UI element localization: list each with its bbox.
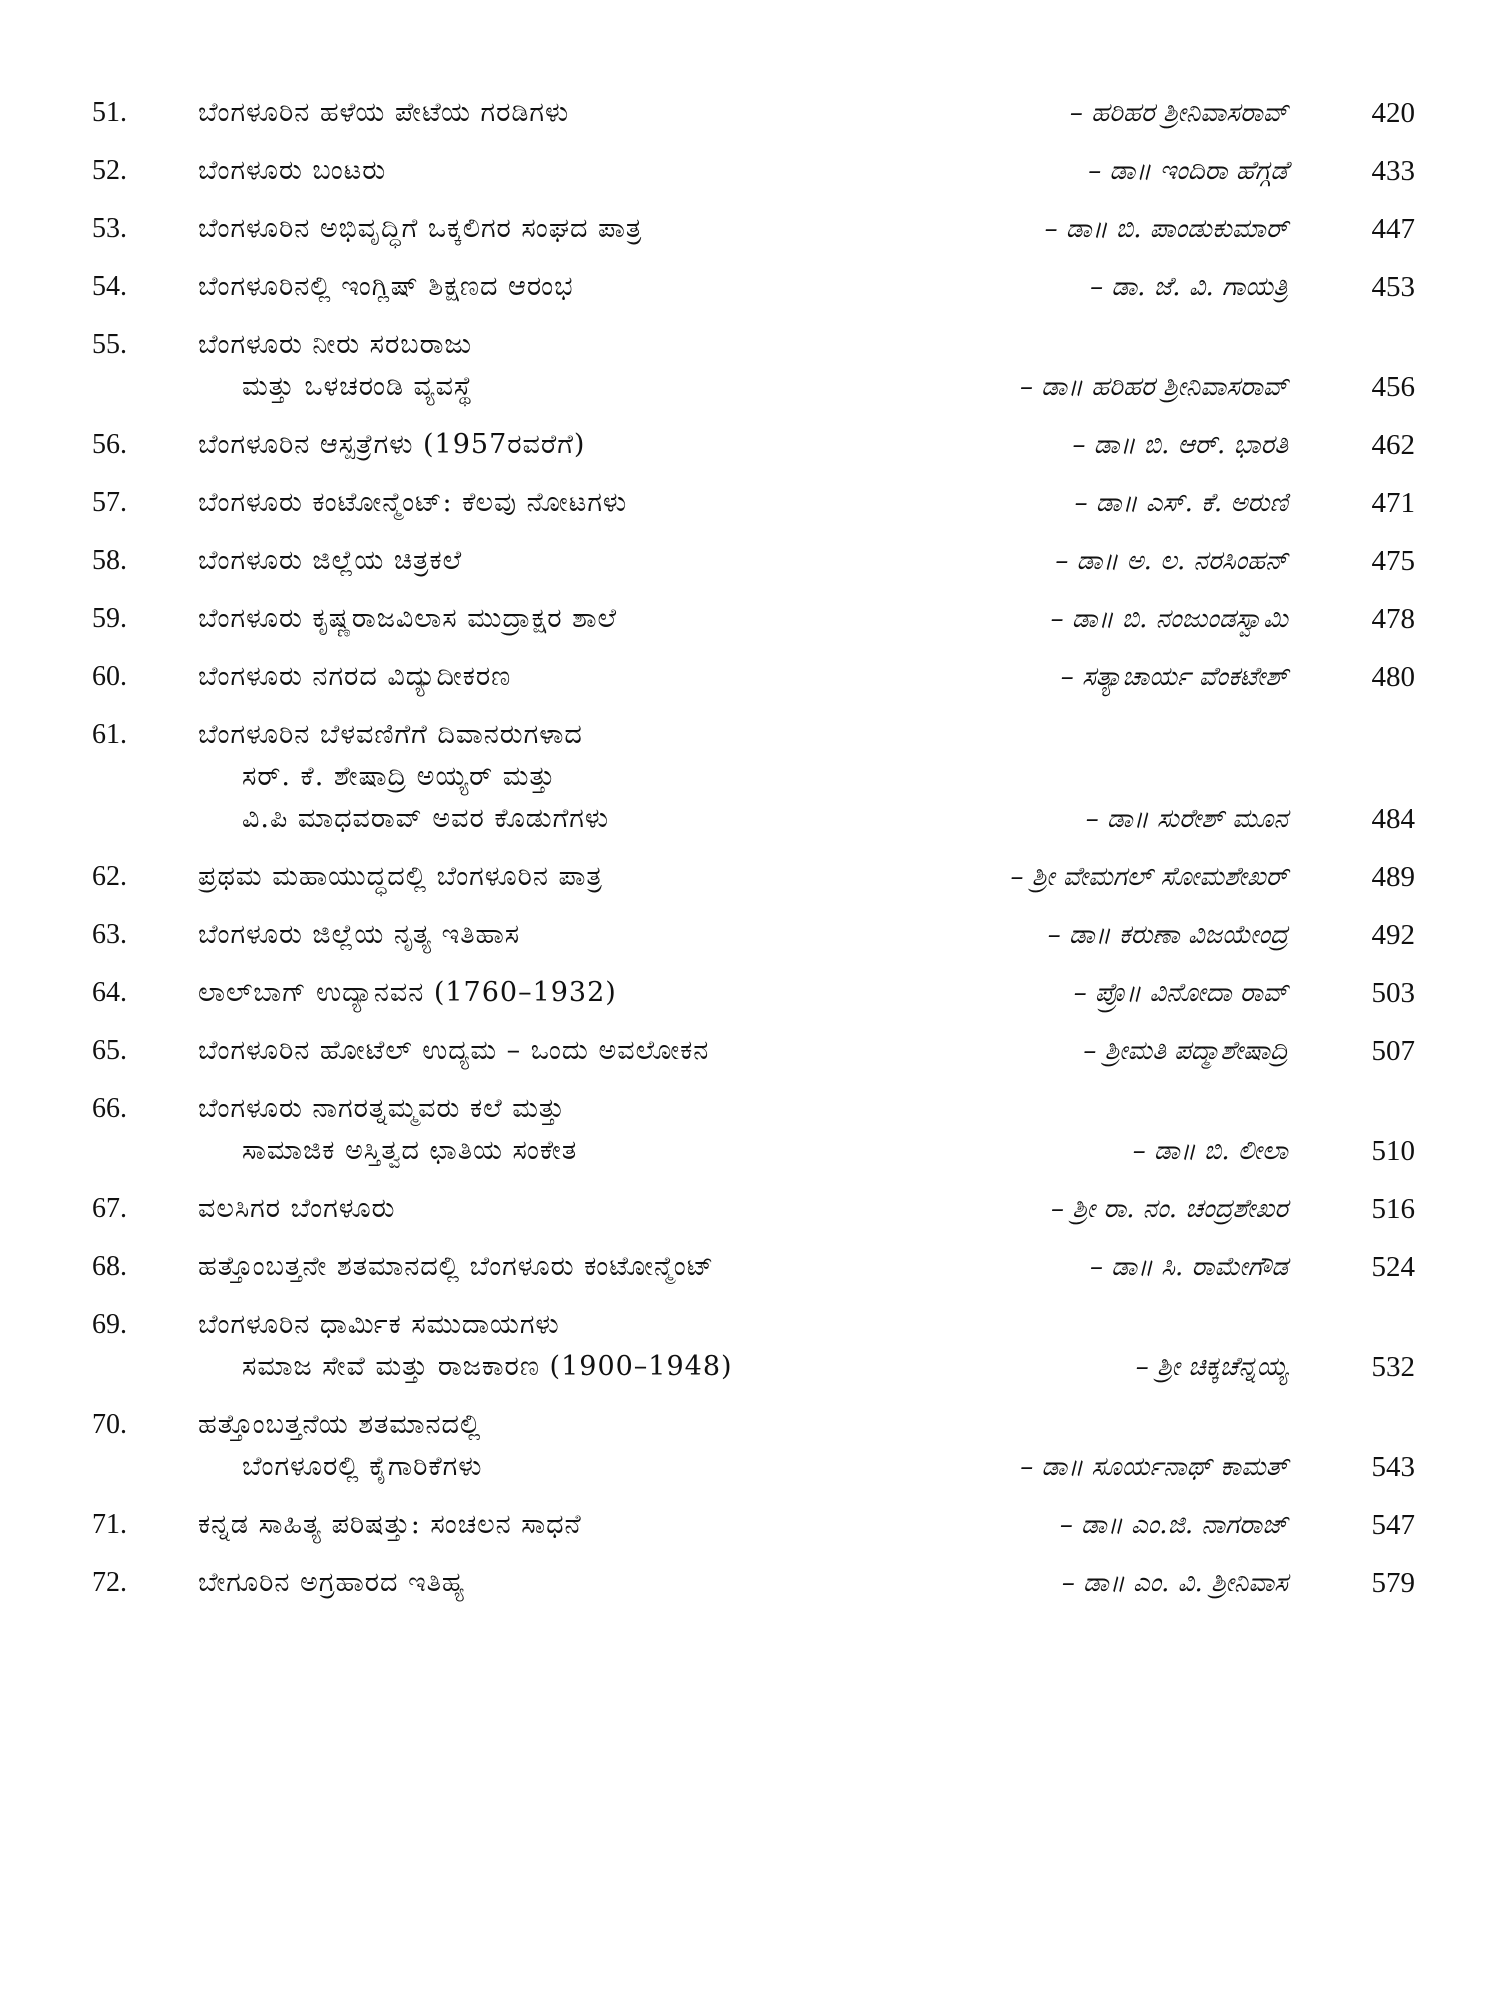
entry-page-number: 524: [1371, 1251, 1415, 1283]
entry-number: 67.: [92, 1193, 127, 1224]
entry-number: 65.: [92, 1035, 127, 1066]
entry-page-number: 453: [1371, 271, 1415, 303]
title-line: ಬೆಂಗಳೂರಿನ ಆಸ್ಪತ್ರೆಗಳು (1957ರವರೆಗೆ): [198, 429, 586, 460]
entry-title: [198, 266, 958, 308]
title-line: ಬೆಂಗಳೂರಿನ ಹೋಟೆಲ್ ಉದ್ಯಮ – ಒಂದು ಅವಲೋಕನ: [198, 1035, 710, 1066]
entry-page-number: 503: [1371, 977, 1415, 1009]
entry-title: [198, 656, 958, 698]
title-line: ಬೇಗೂರಿನ ಅಗ್ರಹಾರದ ಇತಿಹ್ಯ: [198, 1567, 466, 1598]
entry-number: 61.: [92, 719, 127, 750]
entry-author: – ಶ್ರೀ ವೇಮಗಲ್ ಸೋಮಶೇಖರ್: [1010, 862, 1288, 892]
entry-author: – ಪ್ರೊ॥ ವಿನೋದಾ ರಾವ್: [1073, 978, 1288, 1008]
entry-author: – ಡಾ॥ ಸೂರ್ಯನಾಥ್ ಕಾಮತ್: [1020, 1452, 1288, 1482]
title-line: ಬೆಂಗಳೂರಿನ ಹಳೆಯ ಪೇಟೆಯ ಗರಡಿಗಳು: [198, 97, 570, 128]
toc-entry: [0, 540, 1500, 582]
entry-page-number: 456: [1371, 371, 1415, 403]
title-line: ಲಾಲ್‌ಬಾಗ್ ಉದ್ಯಾನವನ (1760–1932): [198, 977, 617, 1008]
entry-number: 66.: [92, 1093, 127, 1124]
entry-number: 70.: [92, 1409, 127, 1440]
entry-title: [198, 1304, 958, 1388]
title-line: ಸಮಾಜ ಸೇವೆ ಮತ್ತು ರಾಜಕಾರಣ (1900–1948): [242, 1351, 733, 1382]
title-line: ಹತ್ತೊಂಬತ್ತನೆಯ ಶತಮಾನದಲ್ಲಿ: [198, 1409, 482, 1440]
entry-author: – ಡಾ॥ ಎಂ.ಜಿ. ನಾಗರಾಜ್: [1059, 1510, 1288, 1540]
entry-number: 54.: [92, 271, 127, 302]
entry-title: [198, 1030, 958, 1072]
title-line: ವಲಸಿಗರ ಬೆಂಗಳೂರು: [198, 1193, 396, 1224]
title-line: ಬೆಂಗಳೂರು ಜಿಲ್ಲೆಯ ನೃತ್ಯ ಇತಿಹಾಸ: [198, 919, 521, 950]
title-line: ಬೆಂಗಳೂರು ಬಂಟರು: [198, 155, 387, 186]
toc-entry: [0, 92, 1500, 134]
entry-author: – ಡಾ॥ ಬಿ. ಆರ್. ಭಾರತಿ: [1072, 430, 1288, 460]
entry-title: [198, 482, 958, 524]
entry-page-number: 420: [1371, 97, 1415, 129]
title-line: ಬೆಂಗಳೂರು ನಗರದ ವಿದ್ಯುದೀಕರಣ: [198, 661, 512, 692]
title-line: ಬೆಂಗಳೂರು ಕಂಟೋನ್ಮೆಂಟ್: ಕೆಲವು ನೋಟಗಳು: [198, 487, 628, 518]
entry-number: 63.: [92, 919, 127, 950]
entry-author: – ಹರಿಹರ ಶ್ರೀನಿವಾಸರಾವ್: [1069, 98, 1288, 128]
title-line: ಸರ್. ಕೆ. ಶೇಷಾದ್ರಿ ಅಯ್ಯರ್ ಮತ್ತು: [242, 761, 556, 792]
toc-entry: [0, 714, 1500, 840]
entry-title: [198, 1404, 958, 1488]
toc-entry: [0, 1030, 1500, 1072]
entry-title: [198, 856, 958, 898]
entry-page-number: 510: [1371, 1135, 1415, 1167]
toc-entry: [0, 1246, 1500, 1288]
entry-author: – ಸತ್ಯಾಚಾರ್ಯ ವೆಂಕಟೇಶ್: [1060, 662, 1288, 692]
entry-page-number: 447: [1371, 213, 1415, 245]
title-line: ಪ್ರಥಮ ಮಹಾಯುದ್ಧದಲ್ಲಿ ಬೆಂಗಳೂರಿನ ಪಾತ್ರ: [198, 861, 603, 892]
toc-entry: [0, 914, 1500, 956]
toc-entry: [0, 656, 1500, 698]
toc-entry: [0, 208, 1500, 250]
entry-page-number: 492: [1371, 919, 1415, 951]
entry-number: 71.: [92, 1509, 127, 1540]
title-line: ಬೆಂಗಳೂರು ಕೃಷ್ಣರಾಜವಿಲಾಸ ಮುದ್ರಾಕ್ಷರ ಶಾಲೆ: [198, 603, 618, 634]
entry-page-number: 543: [1371, 1451, 1415, 1483]
title-line: ಬೆಂಗಳೂರಿನಲ್ಲಿ ಇಂಗ್ಲಿಷ್ ಶಿಕ್ಷಣದ ಆರಂಭ: [198, 271, 574, 302]
toc-entry: [0, 1404, 1500, 1488]
toc-entry: [0, 150, 1500, 192]
entry-page-number: 480: [1371, 661, 1415, 693]
toc-entry: [0, 1304, 1500, 1388]
entry-number: 52.: [92, 155, 127, 186]
entry-title: [198, 1504, 958, 1546]
entry-page-number: 516: [1371, 1193, 1415, 1225]
entry-author: – ಡಾ॥ ಸುರೇಶ್ ಮೂನ: [1085, 804, 1288, 834]
entry-author: – ಡಾ. ಜೆ. ವಿ. ಗಾಯತ್ರಿ: [1090, 272, 1288, 302]
entry-page-number: 532: [1371, 1351, 1415, 1383]
entry-number: 62.: [92, 861, 127, 892]
entry-title: [198, 424, 958, 466]
title-line: ವಿ.ಪಿ ಮಾಧವರಾವ್ ಅವರ ಕೊಡುಗೆಗಳು: [242, 803, 610, 834]
entry-page-number: 462: [1371, 429, 1415, 461]
entry-number: 59.: [92, 603, 127, 634]
title-line: ಬೆಂಗಳೂರು ಜಿಲ್ಲೆಯ ಚಿತ್ರಕಲೆ: [198, 545, 463, 576]
title-line: ಬೆಂಗಳೂರು ನಾಗರತ್ನಮ್ಮವರು ಕಲೆ ಮತ್ತು: [198, 1093, 566, 1124]
entry-author: – ಡಾ॥ ಕರುಣಾ ವಿಜಯೇಂದ್ರ: [1047, 920, 1288, 950]
title-line: ಸಾಮಾಜಿಕ ಅಸ್ತಿತ್ವದ ಛಾತಿಯ ಸಂಕೇತ: [242, 1135, 578, 1166]
toc-entry: [0, 1088, 1500, 1172]
entry-author: – ಡಾ॥ ಸಿ. ರಾಮೇಗೌಡ: [1090, 1252, 1288, 1282]
entry-page-number: 579: [1371, 1567, 1415, 1599]
toc-entry: [0, 1562, 1500, 1604]
entry-number: 69.: [92, 1309, 127, 1340]
entry-number: 53.: [92, 213, 127, 244]
toc-entry: [0, 324, 1500, 408]
entry-author: – ಡಾ॥ ಬಿ. ಪಾಂಡುಕುಮಾರ್: [1044, 214, 1288, 244]
entry-title: [198, 598, 958, 640]
toc-entry: [0, 1504, 1500, 1546]
entry-author: – ಡಾ॥ ಬಿ. ನಂಜುಂಡಸ್ವಾಮಿ: [1050, 604, 1288, 634]
entry-title: [198, 208, 958, 250]
title-line: ಮತ್ತು ಒಳಚರಂಡಿ ವ್ಯವಸ್ಥೆ: [242, 371, 474, 402]
entry-number: 72.: [92, 1567, 127, 1598]
entry-number: 55.: [92, 329, 127, 360]
toc-entry: [0, 972, 1500, 1014]
entry-author: – ಡಾ॥ ಬಿ. ಲೀಲಾ: [1132, 1136, 1288, 1166]
entry-number: 68.: [92, 1251, 127, 1282]
entry-title: [198, 714, 958, 840]
entry-author: – ಶ್ರೀಮತಿ ಪದ್ಮಾಶೇಷಾದ್ರಿ: [1083, 1036, 1288, 1066]
table-of-contents: [0, 92, 1500, 1620]
entry-number: 56.: [92, 429, 127, 460]
entry-author: – ಡಾ॥ ಎಂ. ವಿ. ಶ್ರೀನಿವಾಸ: [1061, 1568, 1288, 1598]
entry-title: [198, 150, 958, 192]
entry-author: – ಡಾ॥ ಅ. ಲ. ನರಸಿಂಹನ್: [1055, 546, 1288, 576]
entry-title: [198, 1246, 958, 1288]
entry-page-number: 547: [1371, 1509, 1415, 1541]
entry-page-number: 507: [1371, 1035, 1415, 1067]
toc-entry: [0, 482, 1500, 524]
entry-title: [198, 1088, 958, 1172]
title-line: ಹತ್ತೊಂಬತ್ತನೇ ಶತಮಾನದಲ್ಲಿ ಬೆಂಗಳೂರು ಕಂಟೋನ್ಮೆಂಟ್: [198, 1251, 715, 1282]
entry-page-number: 478: [1371, 603, 1415, 635]
entry-title: [198, 914, 958, 956]
toc-entry: [0, 1188, 1500, 1230]
toc-entry: [0, 424, 1500, 466]
entry-number: 58.: [92, 545, 127, 576]
entry-title: [198, 92, 958, 134]
entry-number: 57.: [92, 487, 127, 518]
entry-author: – ಡಾ॥ ಎಸ್. ಕೆ. ಅರುಣಿ: [1074, 488, 1288, 518]
title-line: ಬೆಂಗಳೂರಿನ ಬೆಳವಣಿಗೆಗೆ ದಿವಾನರುಗಳಾದ: [198, 719, 583, 750]
entry-number: 64.: [92, 977, 127, 1008]
toc-entry: [0, 856, 1500, 898]
title-line: ಬೆಂಗಳೂರಿನ ಧಾರ್ಮಿಕ ಸಮುದಾಯಗಳು: [198, 1309, 560, 1340]
entry-page-number: 471: [1371, 487, 1415, 519]
entry-number: 60.: [92, 661, 127, 692]
entry-author: – ಶ್ರೀ ರಾ. ನಂ. ಚಂದ್ರಶೇಖರ: [1050, 1194, 1288, 1224]
entry-title: [198, 540, 958, 582]
title-line: ಬೆಂಗಳೂರು ನೀರು ಸರಬರಾಜು: [198, 329, 473, 360]
toc-entry: [0, 598, 1500, 640]
entry-title: [198, 1188, 958, 1230]
toc-entry: [0, 266, 1500, 308]
entry-author: – ಶ್ರೀ ಚಿಕ್ಕಚೆನ್ನಯ್ಯ: [1135, 1352, 1288, 1382]
entry-page-number: 433: [1371, 155, 1415, 187]
entry-number: 51.: [92, 97, 127, 128]
title-line: ಕನ್ನಡ ಸಾಹಿತ್ಯ ಪರಿಷತ್ತು: ಸಂಚಲನ ಸಾಧನೆ: [198, 1509, 582, 1540]
entry-title: [198, 1562, 958, 1604]
entry-page-number: 475: [1371, 545, 1415, 577]
entry-author: – ಡಾ॥ ಇಂದಿರಾ ಹೆಗ್ಗಡೆ: [1088, 156, 1288, 186]
entry-author: – ಡಾ॥ ಹರಿಹರ ಶ್ರೀನಿವಾಸರಾವ್: [1020, 372, 1288, 402]
entry-page-number: 489: [1371, 861, 1415, 893]
title-line: ಬೆಂಗಳೂರಲ್ಲಿ ಕೈಗಾರಿಕೆಗಳು: [242, 1451, 483, 1482]
entry-title: [198, 972, 958, 1014]
entry-page-number: 484: [1371, 803, 1415, 835]
entry-title: [198, 324, 958, 408]
title-line: ಬೆಂಗಳೂರಿನ ಅಭಿವೃದ್ಧಿಗೆ ಒಕ್ಕಲಿಗರ ಸಂಘದ ಪಾತ್ರ: [198, 213, 643, 244]
